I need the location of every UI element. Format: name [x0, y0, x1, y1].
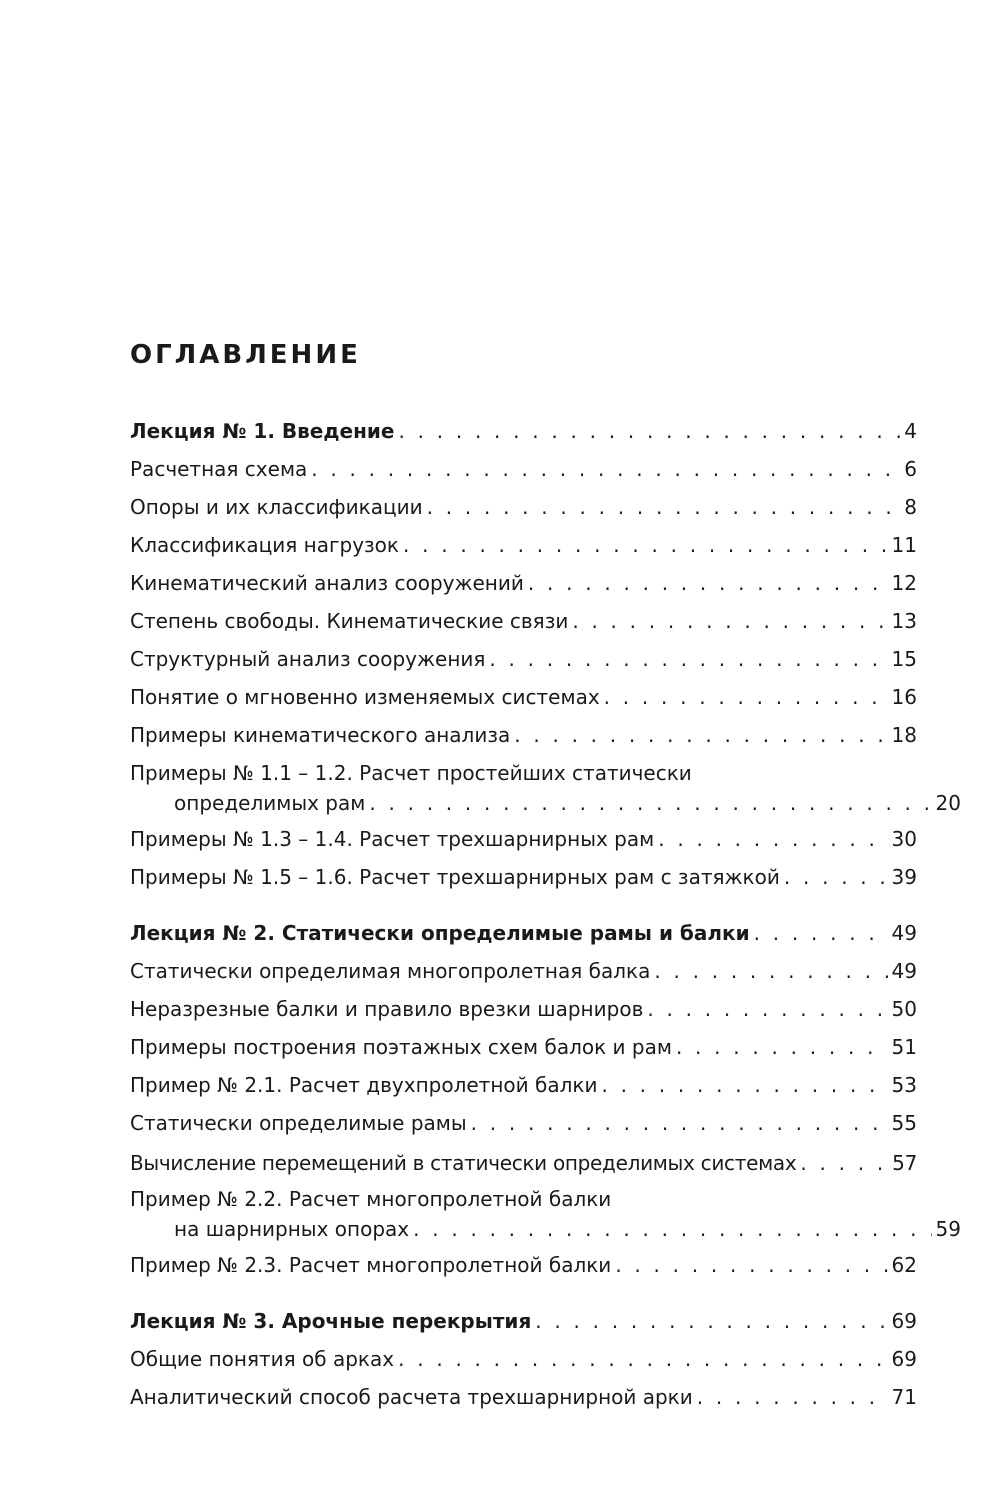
toc-dot-leader: [413, 1214, 931, 1244]
toc-dot-leader: [398, 1344, 887, 1374]
toc-page-number: 16: [891, 685, 917, 709]
toc-dot-leader: [514, 720, 887, 750]
toc-dot-leader: [528, 568, 888, 598]
toc-entry[interactable]: [130, 454, 917, 484]
toc-dot-leader: [427, 492, 901, 522]
toc-entry[interactable]: [130, 862, 917, 892]
toc-entry-text-line1: Примеры № 1.1 – 1.2. Расчет простейших статически: [130, 761, 692, 785]
toc-entry-lecture-2[interactable]: [130, 918, 917, 948]
toc-page-number: 11: [891, 533, 917, 557]
toc-dot-leader: [403, 530, 888, 560]
toc-page-number: 18: [891, 723, 917, 747]
toc-entry-text: Лекция № 2. Статически определимые рамы и балки: [130, 921, 750, 945]
toc-page-number: 4: [904, 419, 917, 443]
toc-entry-text: Классификация нагрузок: [130, 533, 399, 557]
toc-entry-text: Структурный анализ сооружения: [130, 647, 486, 671]
toc-entry-text: на шарнирных опорах: [174, 1217, 410, 1241]
toc-dot-leader: [615, 1250, 887, 1280]
toc-entry-text: Аналитический способ расчета трехшарнирной арки: [130, 1385, 693, 1409]
toc-entry-lecture-1[interactable]: [130, 416, 917, 446]
toc-dot-leader: [311, 454, 900, 484]
toc-page-number: 55: [891, 1111, 917, 1135]
toc-page-number: 13: [891, 609, 917, 633]
toc-entry-text: Статически определимые рамы: [130, 1111, 467, 1135]
toc-page-number: 69: [891, 1347, 917, 1371]
toc-entry[interactable]: [130, 530, 917, 560]
toc-page-number: 8: [904, 495, 917, 519]
toc-entry[interactable]: [130, 956, 917, 986]
toc-entry-text: Вычисление перемещений в статически определимых системах: [130, 1151, 797, 1175]
toc-dot-leader: [535, 1306, 887, 1336]
toc-entry-text: Понятие о мгновенно изменяемых системах: [130, 685, 600, 709]
toc-entry-text: Примеры № 1.3 – 1.4. Расчет трехшарнирных рам: [130, 827, 655, 851]
toc-dot-leader: [676, 1032, 888, 1062]
toc-dot-leader: [754, 918, 888, 948]
toc-page-number: 62: [891, 1253, 917, 1277]
toc-entry-text: Пример № 2.3. Расчет многопролетной балки: [130, 1253, 612, 1277]
toc-entry-lecture-3[interactable]: [130, 1306, 917, 1336]
toc-entry-text: Кинематический анализ сооружений: [130, 571, 524, 595]
toc-entry[interactable]: [130, 758, 961, 818]
toc-dot-leader: [471, 1108, 888, 1138]
toc-entry[interactable]: [130, 1108, 917, 1138]
toc-entry[interactable]: [130, 606, 917, 636]
toc-page-number: 30: [891, 827, 917, 851]
toc-entry[interactable]: [130, 1070, 917, 1100]
toc-entry[interactable]: [130, 1148, 917, 1178]
toc-entry-text: Примеры № 1.5 – 1.6. Расчет трехшарнирных рам с затяжкой: [130, 865, 780, 889]
toc-entry-text: Расчетная схема: [130, 457, 308, 481]
toc-page-number: 49: [891, 921, 917, 945]
toc-page-number: 6: [904, 457, 917, 481]
toc-page-number: 12: [891, 571, 917, 595]
toc-entry-text: Лекция № 1. Введение: [130, 419, 395, 443]
toc-page-number: 20: [935, 791, 961, 815]
toc-page-number: 57: [892, 1151, 917, 1175]
toc-dot-leader: [489, 644, 887, 674]
toc-entry[interactable]: [130, 720, 917, 750]
toc-entry-text: Лекция № 3. Арочные перекрытия: [130, 1309, 532, 1333]
toc-dot-leader: [784, 862, 888, 892]
toc-entry[interactable]: [130, 824, 917, 854]
toc-page-number: 39: [891, 865, 917, 889]
toc-dot-leader: [572, 606, 887, 636]
toc-entry[interactable]: [130, 994, 917, 1024]
toc-page-number: 53: [891, 1073, 917, 1097]
toc-entry-text: Пример № 2.1. Расчет двухпролетной балки: [130, 1073, 598, 1097]
toc-dot-leader: [658, 824, 887, 854]
toc-dot-leader: [654, 956, 887, 986]
toc-entry-text: Примеры кинематического анализа: [130, 723, 511, 747]
toc-dot-leader: [398, 416, 900, 446]
toc-entry[interactable]: [130, 1250, 917, 1280]
toc-dot-leader: [800, 1148, 888, 1178]
toc-entry-text: Неразрезные балки и правило врезки шарниров: [130, 997, 644, 1021]
toc-entry-text: Опоры и их классификации: [130, 495, 423, 519]
toc-title: ОГЛАВЛЕНИЕ: [130, 340, 361, 370]
toc-entry[interactable]: [130, 1344, 917, 1374]
toc-entry-text-line1: Пример № 2.2. Расчет многопролетной балки: [130, 1187, 612, 1211]
toc-dot-leader: [647, 994, 887, 1024]
toc-entry[interactable]: [130, 492, 917, 522]
toc-entry-text: Общие понятия об арках: [130, 1347, 395, 1371]
toc-page-number: 49: [891, 959, 917, 983]
toc-dot-leader: [369, 788, 931, 818]
toc-entry[interactable]: [130, 682, 917, 712]
toc-entry[interactable]: [130, 644, 917, 674]
toc-entry[interactable]: [130, 1184, 961, 1244]
toc-page-number: 71: [891, 1385, 917, 1409]
toc-dot-leader: [601, 1070, 887, 1100]
toc-entry[interactable]: [130, 1382, 917, 1412]
toc-entry-text: Примеры построения поэтажных схем балок и рам: [130, 1035, 672, 1059]
toc-dot-leader: [604, 682, 888, 712]
toc-dot-leader: [697, 1382, 888, 1412]
toc-page-number: 69: [891, 1309, 917, 1333]
toc-entry-text: определимых рам: [174, 791, 366, 815]
toc-entry-text: Статически определимая многопролетная балка: [130, 959, 651, 983]
toc-page-number: 51: [891, 1035, 917, 1059]
toc-page-number: 59: [935, 1217, 961, 1241]
toc-page-number: 50: [891, 997, 917, 1021]
toc-entry-text: Степень свободы. Кинематические связи: [130, 609, 569, 633]
toc-entry[interactable]: [130, 568, 917, 598]
toc-page-number: 15: [891, 647, 917, 671]
toc-entry[interactable]: [130, 1032, 917, 1062]
